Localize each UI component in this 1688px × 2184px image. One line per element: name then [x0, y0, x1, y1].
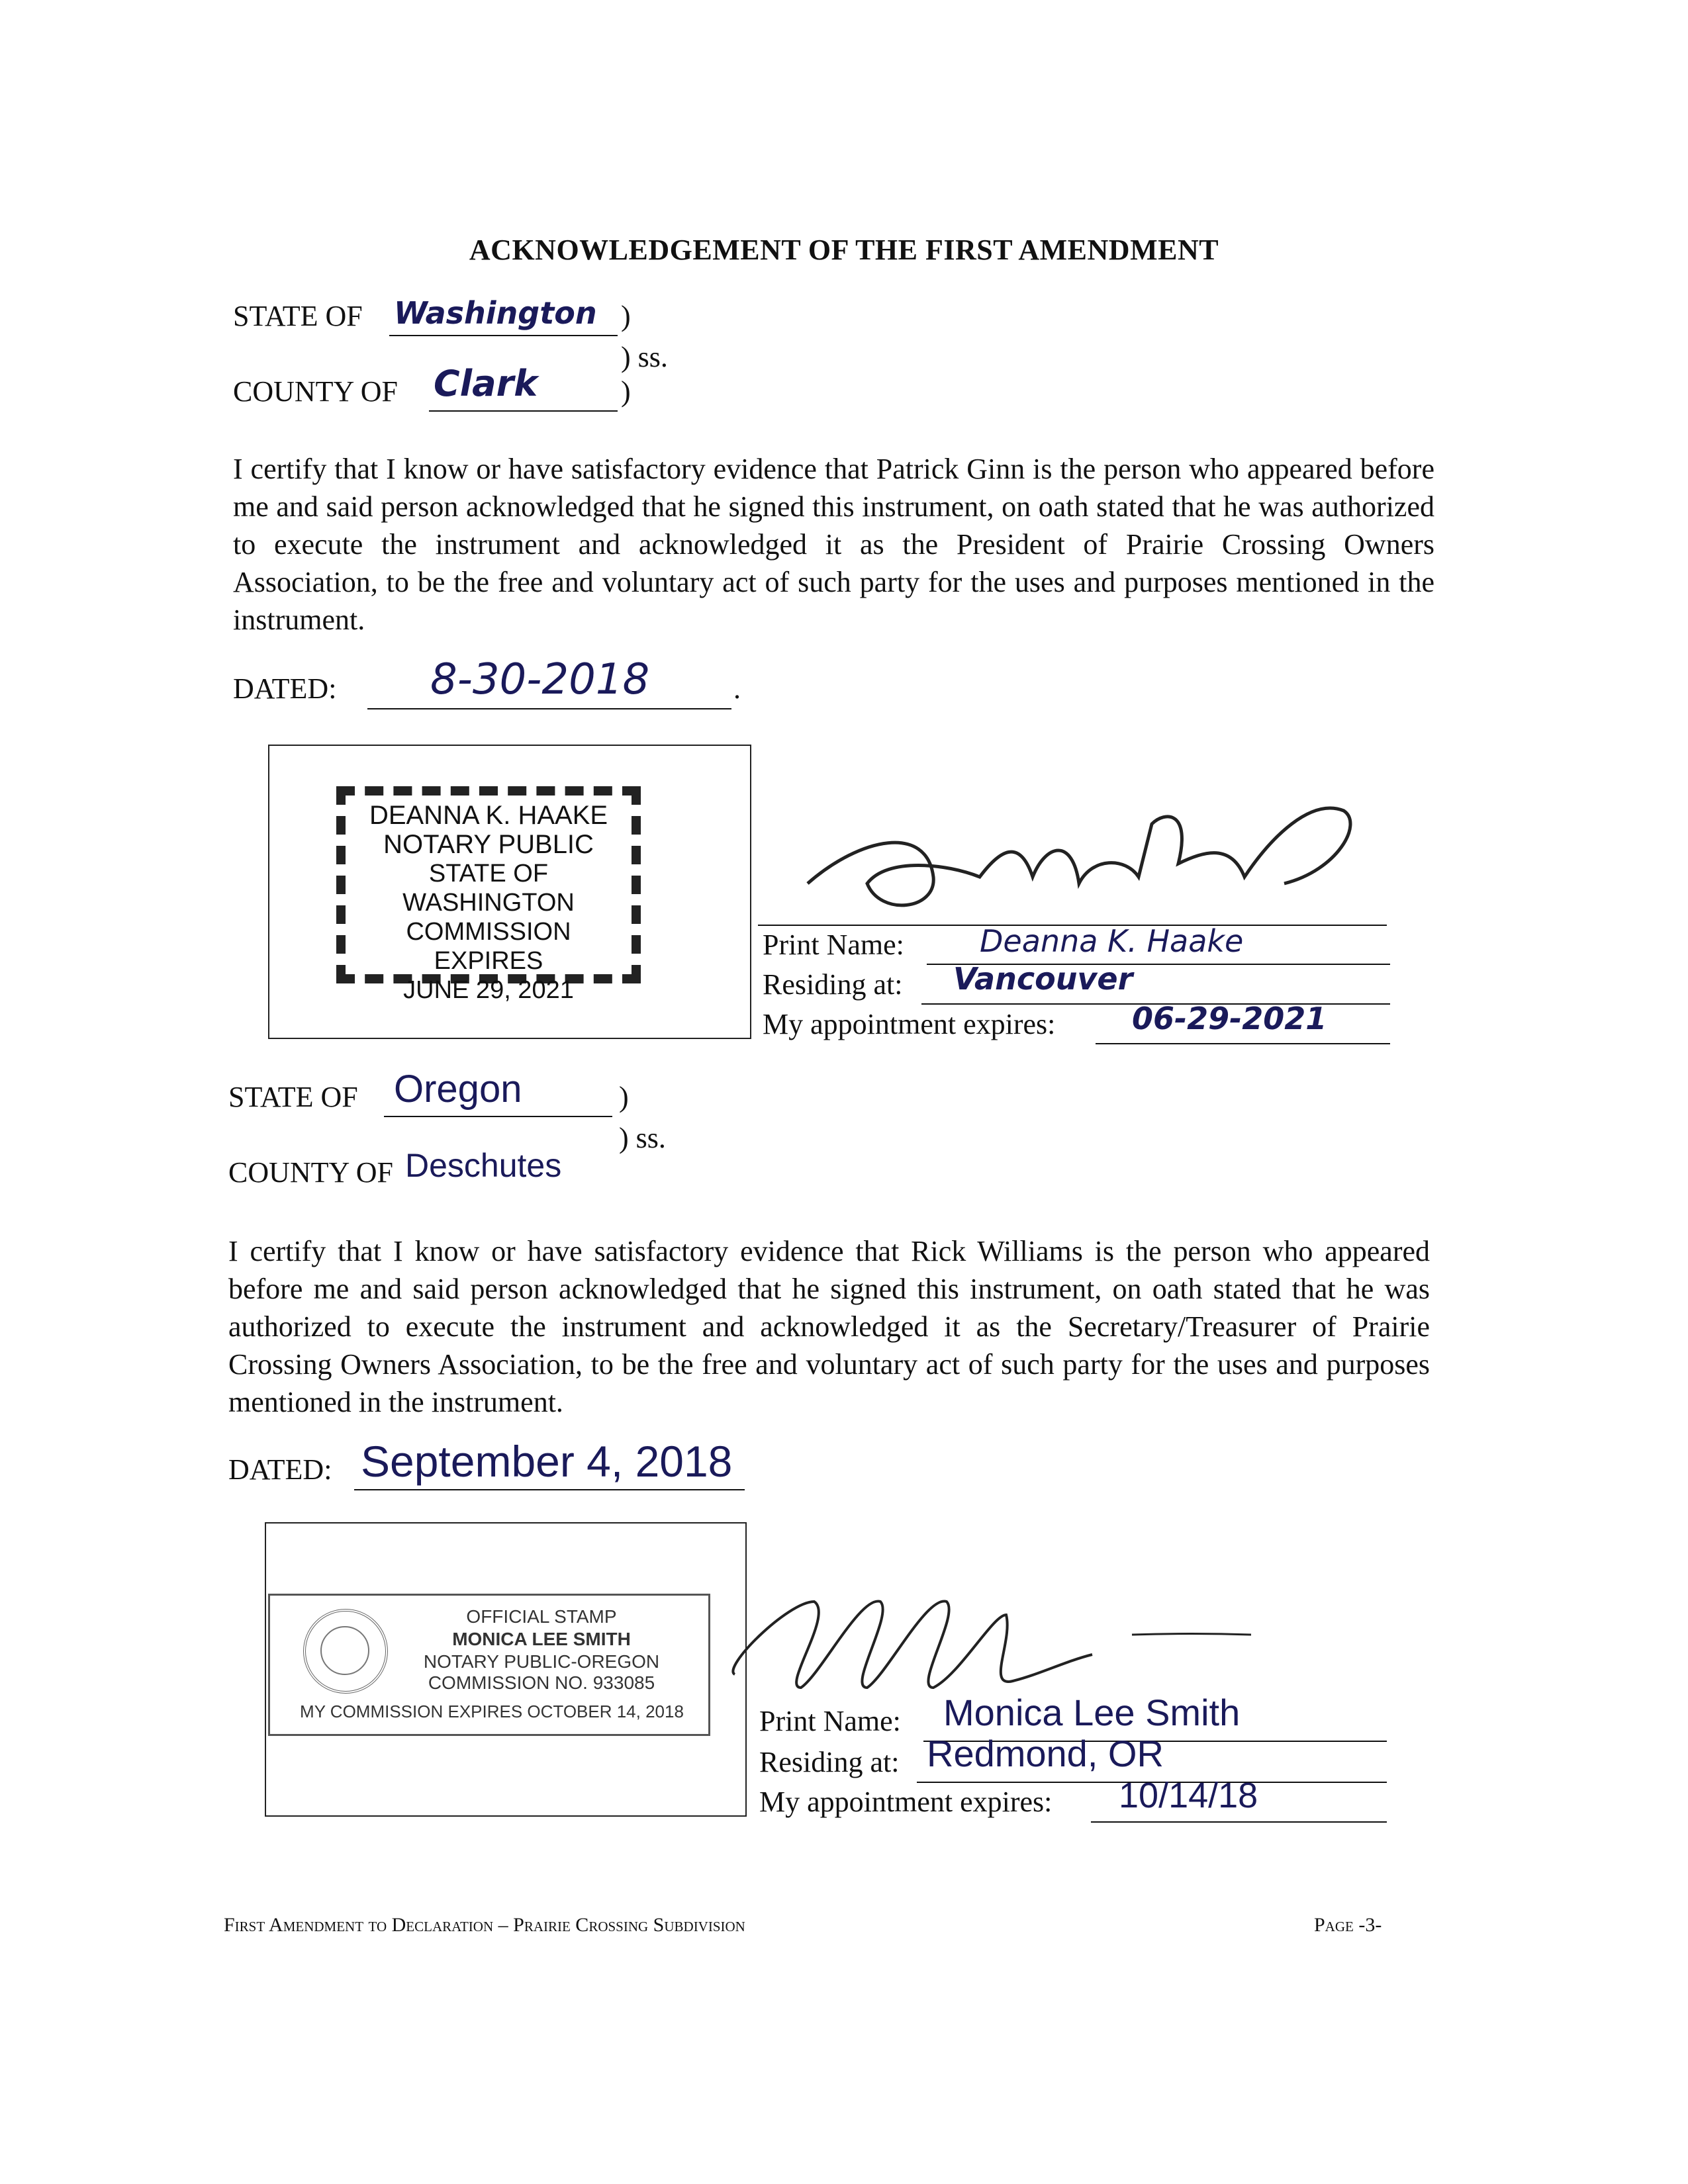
notary-stamp-1 [336, 786, 641, 1004]
appt-value-1: 06-29-2021 [1132, 1001, 1327, 1036]
ss-1: ) ss. [621, 341, 668, 373]
residing-label-1: Residing at: [763, 968, 903, 1001]
signature-line-1 [758, 890, 1387, 926]
ss-2: ) ss. [619, 1122, 666, 1154]
state-value-1: Washington [394, 295, 597, 331]
stamp2-line4: COMMISSION NO. 933085 [428, 1672, 655, 1693]
footer-page-number: Page -3- [1314, 1914, 1382, 1936]
residing-label-2: Residing at: [759, 1746, 900, 1778]
print-name-value-1: Deanna K. Haake [980, 923, 1244, 959]
print-name-label-1: Print Name: [763, 929, 904, 961]
appt-value-2: 10/14/18 [1119, 1776, 1258, 1815]
stamp1-line2: NOTARY PUBLIC [383, 830, 594, 859]
stamp2-line3: NOTARY PUBLIC-OREGON [423, 1651, 660, 1672]
residing-value-2: Redmond, OR [927, 1733, 1164, 1774]
print-name-label-2: Print Name: [759, 1705, 901, 1737]
stamp2-line2: MONICA LEE SMITH [452, 1629, 631, 1649]
print-name-value-2: Monica Lee Smith [943, 1692, 1241, 1733]
footer-document-name: First Amendment to Declaration – Prairie Crossing Subdivision [224, 1914, 745, 1936]
certification-paragraph-1: I certify that I know or have satisfactory evidence that Patrick Ginn is the person who appeared before me and said person acknowledged that he signed this instrument, on oath stated that he was authorized to execute the instrument and acknowledged it as the President of Prairie Crossing Owners Association, to be the free and voluntary act of such party for the uses and purposes mentioned in the instrument. [233, 453, 1434, 636]
state-value-2: Oregon [394, 1068, 522, 1111]
county-label-2: COUNTY OF [228, 1156, 393, 1189]
dated-label-1: DATED: [233, 672, 337, 705]
notary-stamp-2 [268, 1594, 710, 1736]
county-label-1: COUNTY OF [233, 375, 398, 408]
dated-label-2: DATED: [228, 1453, 332, 1486]
stamp1-line1: DEANNA K. HAAKE [369, 801, 608, 830]
dated-value-1: 8-30-2018 [430, 655, 650, 704]
stamp2-line5: MY COMMISSION EXPIRES OCTOBER 14, 2018 [300, 1702, 684, 1721]
paren-2a: ) [619, 1081, 629, 1113]
stamp1-line5: JUNE 29, 2021 [403, 976, 574, 1004]
county-value-2: Deschutes [405, 1147, 562, 1184]
state-label-1: STATE OF [233, 300, 363, 332]
dated-value-2: September 4, 2018 [361, 1437, 733, 1486]
paren-1b: ) [621, 375, 631, 408]
certification-paragraph-2: I certify that I know or have satisfactory evidence that Rick Williams is the person who appeared before me and said person acknowledged that he signed this instrument, on oath stated that he was authorized to execute the instrument and acknowledged it as the Secretary/Treasurer of Prairie Crossing Owners Association, to be the free and voluntary act of such party for the uses and purposes mentioned in the instrument. [228, 1235, 1430, 1418]
notary-signature-2 [708, 1575, 1304, 1707]
residing-value-1: Vancouver [953, 961, 1133, 997]
county-value-1: Clark [434, 363, 538, 404]
dated-period-1: . [733, 672, 741, 705]
oregon-seal-icon [303, 1609, 388, 1694]
stamp2-line1: OFFICIAL STAMP [466, 1606, 617, 1627]
stamp1-line3: STATE OF WASHINGTON [402, 860, 575, 917]
appt-label-2: My appointment expires: [759, 1786, 1053, 1818]
state-label-2: STATE OF [228, 1081, 358, 1113]
paren-1a: ) [621, 300, 631, 332]
appt-label-1: My appointment expires: [763, 1008, 1056, 1040]
document-title: ACKNOWLEDGEMENT OF THE FIRST AMENDMENT [469, 234, 1219, 266]
stamp1-line4: COMMISSION EXPIRES [406, 918, 571, 975]
